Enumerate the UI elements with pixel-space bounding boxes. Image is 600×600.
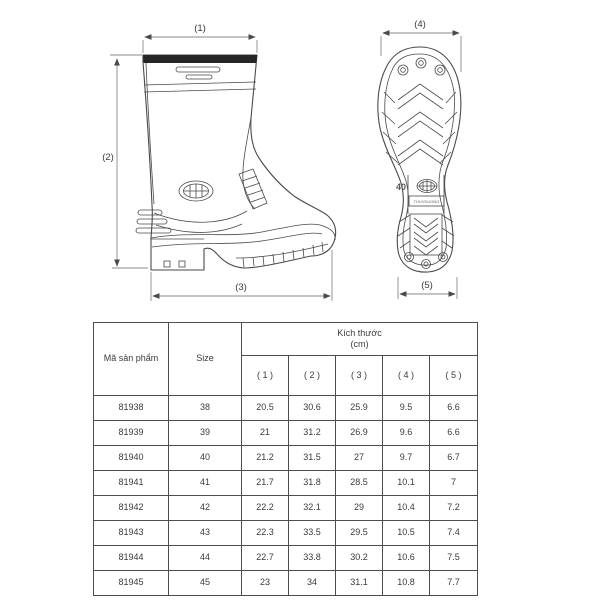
outsole-tread-ticks (243, 242, 323, 267)
dimension-cell: 26.9 (336, 421, 383, 446)
dimension-cell: 31.1 (336, 571, 383, 596)
product-code-cell: 81941 (94, 471, 169, 496)
sole-inner-outline (385, 54, 455, 265)
header-dimensions-title: Kích thước (337, 327, 382, 338)
dimension-cell: 30.2 (336, 546, 383, 571)
dim1-extension-lines (143, 40, 257, 53)
table-row (94, 471, 478, 496)
shaft-seam-line (144, 82, 256, 85)
dimension-cell: 29 (336, 496, 383, 521)
dimension-cell: 22.7 (242, 546, 289, 571)
dimension-cell: 10.5 (383, 521, 430, 546)
sole-outline (378, 47, 461, 272)
boot-outline (143, 55, 336, 270)
vamp-seam (154, 211, 247, 222)
dimension-cell: 28.5 (336, 471, 383, 496)
sole-logo-icon (417, 180, 437, 193)
ankle-rib (136, 228, 171, 233)
table-row (94, 571, 478, 596)
table-body (94, 396, 478, 596)
midsole-top-line (151, 224, 335, 240)
header-product-code: Mã sản phẩm (94, 323, 169, 396)
sole-size-marking: 40 (395, 182, 407, 192)
boot-slot-upper (176, 67, 220, 72)
size-spec-table (93, 322, 478, 596)
dimension-cell: 7.2 (430, 496, 478, 521)
dimension-cell: 32.1 (289, 496, 336, 521)
dimension-cell: 20.5 (242, 396, 289, 421)
dimension-cell: 30.6 (289, 396, 336, 421)
dim-label-3: (3) (235, 282, 247, 293)
dimension-cell: 34 (289, 571, 336, 596)
dimension-cell: 31.2 (289, 421, 336, 446)
product-code-cell: 81943 (94, 521, 169, 546)
product-code-cell: 81942 (94, 496, 169, 521)
dimension-cell: 7.7 (430, 571, 478, 596)
boot-top-band (143, 55, 257, 63)
header-dim-3: ( 3 ) (336, 356, 383, 396)
size-cell: 44 (169, 546, 242, 571)
shaft-seam-line (144, 89, 256, 92)
boot-slot-lower (186, 75, 212, 79)
dimension-cell: 6.6 (430, 396, 478, 421)
shaft-inner-edge (146, 63, 154, 204)
table-row (94, 521, 478, 546)
dimension-cell: 33.8 (289, 546, 336, 571)
dimension-cell: 21.2 (242, 446, 289, 471)
dimension-cell: 22.2 (242, 496, 289, 521)
dim-label-2: (2) (102, 152, 114, 163)
size-cell: 43 (169, 521, 242, 546)
table-row (94, 546, 478, 571)
dimension-cell: 25.9 (336, 396, 383, 421)
dimension-cell: 7.5 (430, 546, 478, 571)
sole-brand-marking: THUYDUONG (413, 199, 440, 204)
size-cell: 40 (169, 446, 242, 471)
dim-label-1: (1) (194, 23, 206, 34)
sole-toe-studs (398, 58, 445, 75)
dimension-cell: 29.5 (336, 521, 383, 546)
dimension-cell: 6.7 (430, 446, 478, 471)
dimension-cell: 9.6 (383, 421, 430, 446)
shin-seam (243, 118, 255, 209)
product-code-cell: 81944 (94, 546, 169, 571)
product-code-cell: 81945 (94, 571, 169, 596)
dimension-cell: 22.3 (242, 521, 289, 546)
dimension-cell: 10.4 (383, 496, 430, 521)
header-dim-1: ( 1 ) (242, 356, 289, 396)
dimension-cell: 6.6 (430, 421, 478, 446)
dim-label-4: (4) (414, 19, 426, 30)
dimension-cell: 10.6 (383, 546, 430, 571)
dimension-cell: 33.5 (289, 521, 336, 546)
dimension-cell: 10.8 (383, 571, 430, 596)
header-dimensions-unit: (cm) (350, 339, 369, 349)
dimension-cell: 21 (242, 421, 289, 446)
table-header-row-top (94, 323, 478, 356)
dimension-cell: 7 (430, 471, 478, 496)
dimension-cell: 23 (242, 571, 289, 596)
boot-sole-view (378, 47, 461, 272)
dim-label-5: (5) (421, 280, 433, 291)
size-cell: 45 (169, 571, 242, 596)
table-row (94, 396, 478, 421)
table-row (94, 496, 478, 521)
size-cell: 38 (169, 396, 242, 421)
dimension-cell: 9.7 (383, 446, 430, 471)
dimension-cell: 27 (336, 446, 383, 471)
dimension-cell: 21.7 (242, 471, 289, 496)
dimension-cell: 7.4 (430, 521, 478, 546)
header-dim-4: ( 4 ) (383, 356, 430, 396)
dimension-cell: 31.8 (289, 471, 336, 496)
size-cell: 41 (169, 471, 242, 496)
product-code-cell: 81940 (94, 446, 169, 471)
table-row (94, 421, 478, 446)
heel-cleat (179, 261, 185, 267)
product-code-cell: 81939 (94, 421, 169, 446)
dimension-cell: 10.1 (383, 471, 430, 496)
dimension-cell: 9.5 (383, 396, 430, 421)
heel-cleat (164, 261, 170, 267)
header-dim-2: ( 2 ) (289, 356, 336, 396)
header-dim-5: ( 5 ) (430, 356, 478, 396)
dim2-extension-lines (110, 55, 148, 268)
header-size: Size (169, 323, 242, 396)
boot-side-view (136, 55, 336, 270)
table-row (94, 446, 478, 471)
dimension-cell: 31.5 (289, 446, 336, 471)
header-dimensions-group (242, 323, 478, 356)
size-cell: 42 (169, 496, 242, 521)
product-code-cell: 81938 (94, 396, 169, 421)
boot-logo-icon (179, 181, 213, 201)
size-cell: 39 (169, 421, 242, 446)
